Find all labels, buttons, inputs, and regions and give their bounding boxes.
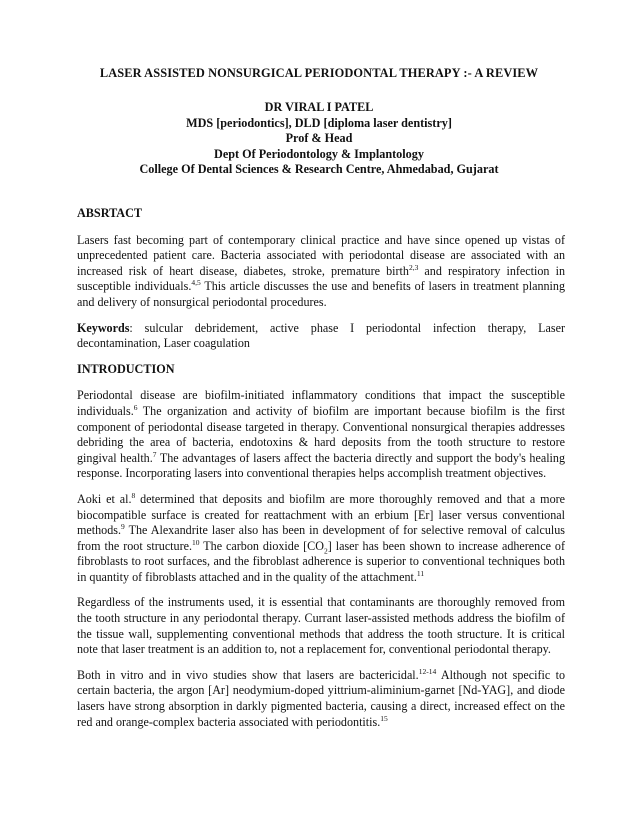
citation-ref: 7 — [152, 449, 157, 459]
paragraph-text: The carbon dioxide [CO — [199, 538, 324, 553]
intro-paragraph-4 — [77, 668, 565, 730]
chemical-subscript: 2 — [324, 546, 328, 556]
citation-ref: 4,5 — [191, 278, 201, 288]
paragraph-text: Aoki et al. — [77, 491, 132, 506]
introduction-heading: INTRODUCTION — [77, 361, 175, 376]
citation-ref: 10 — [192, 537, 200, 547]
paragraph-text: The organization and activity of biofilm are important because biofilm is the first component of periodontal disease targeted in therapy. Conventional nonsurgical therapies addresses debriding the area of bacteria, endotoxins & hard deposits from the tooth structure to restore gingival health. — [77, 403, 565, 465]
author-college: College Of Dental Sciences & Research Centre, Ahmedabad, Gujarat — [139, 162, 499, 177]
citation-ref: 8 — [131, 490, 136, 500]
citation-ref: 11 — [416, 568, 425, 578]
keywords-paragraph — [77, 321, 565, 352]
intro-paragraph-1 — [77, 388, 565, 482]
document-title: LASER ASSISTED NONSURGICAL PERIODONTAL THERAPY :- A REVIEW — [99, 66, 539, 80]
intro-paragraph-2 — [77, 492, 565, 586]
author-department: Dept Of Periodontology & Implantology — [214, 146, 424, 161]
author-degrees: MDS [periodontics], DLD [diploma laser dentistry] — [186, 115, 452, 130]
abstract-text-3: This article discusses the use and benefits of lasers in treatment planning and delivery of nonsurgical periodontal procedures. — [77, 279, 565, 309]
citation-ref: 2,3 — [408, 262, 419, 272]
citation-ref: 9 — [121, 522, 125, 532]
keywords-label: Keywords — [77, 320, 130, 335]
intro-paragraph-3: Regardless of the instruments used, it is essential that contaminants are thoroughly removed from the tooth structure in any periodontal therapy. Currant laser-assisted methods address the biofilm of the tissue wall, supplementing conventional methods that address the tooth structure. It is critical note that laser treatment is an addition to, not a replacement for, conventional periodontal therapy. — [77, 595, 565, 657]
paragraph-text: The advantages of lasers affect the bacteria directly and support the body's healing response. Incorporating lasers into conventional therapies helps accomplish treatment objectives. — [77, 450, 566, 481]
paragraph-text: The Alexandrite laser also has been in development of for selective removal of calculus from the root structure. — [77, 523, 565, 553]
author-block — [0, 100, 638, 178]
abstract-text-2: and respiratory infection in susceptible individuals. — [77, 263, 565, 294]
citation-ref: 12-14 — [418, 666, 437, 676]
paragraph-text: Periodontal disease are biofilm-initiated inflammatory conditions that impact the susceptible individuals. — [77, 388, 565, 418]
citation-ref: 15 — [380, 713, 388, 723]
citation-ref: 6 — [133, 402, 138, 412]
document-body — [77, 206, 565, 740]
author-name: DR VIRAL I PATEL — [264, 100, 374, 114]
abstract-paragraph — [77, 233, 565, 311]
abstract-heading: ABSRTACT — [77, 206, 143, 220]
author-position: Prof & Head — [285, 131, 353, 146]
paragraph-text: Both in vitro and in vivo studies show that lasers are bactericidal. — [77, 667, 419, 682]
paragraph-text: ] laser has been shown to increase adherence of fibroblasts to root surfaces, and the fibroblast adherence is superior to conventional techniques both in quantity of fibroblasts attached and in the quality of the attachment. — [77, 538, 565, 584]
abstract-text-1: Lasers fast becoming part of contemporary clinical practice and have since opened up vistas of unprecedented patient care. Bacteria associated with periodontal disease are associated with an increased risk of heart disease, diabetes, stroke, premature birth — [77, 232, 565, 278]
paragraph-text: determined that deposits and biofilm are more thoroughly removed and that a more biocompatible surface is created for reattachment with an erbium [Er] laser versus conventional methods. — [77, 491, 566, 538]
paragraph-text: Although not specific to certain bacteria, the argon [Ar] neodymium-doped yittrium-aliminium-garnet [Nd-YAG], and diode lasers have strong absorption in darkly pigmented bacteria, causing a direct, increased effect on the red and orange-complex bacteria associated with periodontitis. — [77, 667, 565, 729]
keywords-text: : sulcular debridement, active phase I periodontal infection therapy, Laser decontamination, Laser coagulation — [77, 320, 565, 351]
